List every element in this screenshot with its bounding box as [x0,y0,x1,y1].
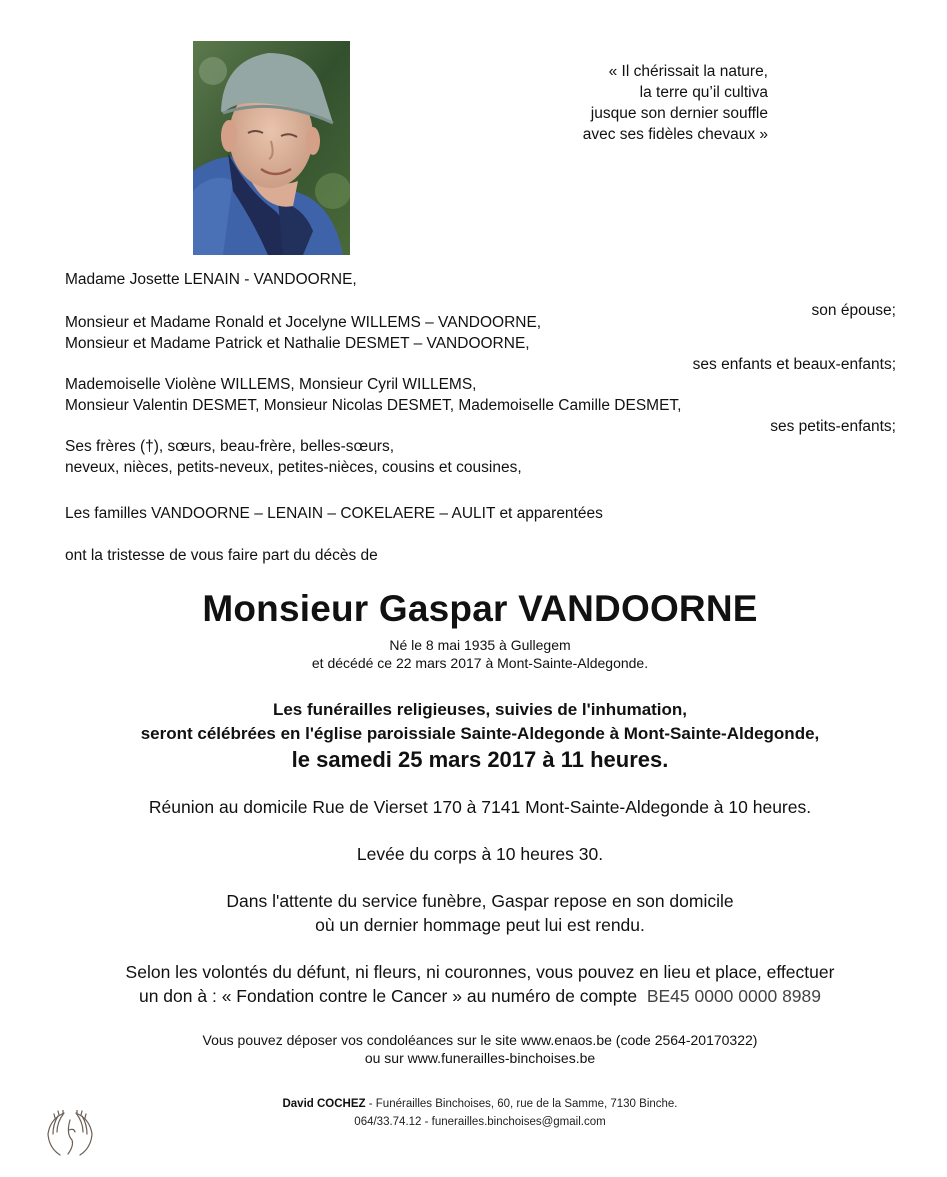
grandchildren-line: Mademoiselle Violène WILLEMS, Monsieur Cyril WILLEMS, [65,376,477,393]
child-couple: Monsieur et Madame Ronald et Jocelyne WILLEMS – VANDOORNE, [65,314,542,331]
donation-text: un don à : « Fondation contre le Cancer » au numéro de compte [138,986,638,1006]
funeral-home-footer [0,1095,947,1131]
rest-line: Dans l'attente du service funèbre, Gaspar repose en son domicile [226,891,734,911]
child-couple: Monsieur et Madame Patrick et Nathalie DESMET – VANDOORNE, [65,335,530,352]
other-relatives-block [65,436,896,478]
birth-line: Né le 8 mai 1935 à Gullegem [389,637,571,653]
quote-line: jusque son dernier souffle [590,105,768,122]
condolences-line: ou sur www.funerailles-binchoises.be [364,1050,596,1066]
death-line: et décédé ce 22 mars 2017 à Mont-Sainte-Aldegonde. [311,655,649,671]
lifting-info: Levée du corps à 10 heures 30. [356,844,604,864]
grandchildren-relation: ses petits-enfants; [770,418,896,435]
rest-info [0,889,947,937]
funeral-line: seront célébrées en l'église paroissiale Sainte-Aldegonde à Mont-Sainte-Aldegonde, [140,724,820,743]
phoenix-logo-icon [44,1110,96,1158]
condolences-line: Vous pouvez déposer vos condoléances sur le site www.enaos.be (code 2564-20170322) [202,1032,758,1048]
children-relation: ses enfants et beaux-enfants; [692,356,896,373]
donation-line-2 [0,984,947,1008]
families-line: Les familles VANDOORNE – LENAIN – COKELAERE – AULIT et apparentées [65,505,603,522]
deceased-name: Monsieur Gaspar VANDOORNE [202,588,758,629]
quote-line: « Il chérissait la nature, [608,63,768,80]
footer-address-line [0,1095,947,1113]
spouse-name: Madame Josette LENAIN - VANDOORNE, [65,271,357,288]
grandchildren-line: Monsieur Valentin DESMET, Monsieur Nicolas DESMET, Mademoiselle Camille DESMET, [65,397,682,414]
funeral-details [0,698,947,773]
funeral-home-address: - Funérailles Binchoises, 60, rue de la Samme, 7130 Binche. [365,1098,678,1110]
grandchildren-block [65,374,896,437]
footer-contact: 064/33.74.12 - funerailles.binchoises@gmail.com [354,1116,606,1128]
announcement-line: ont la tristesse de vous faire part du décès de [65,547,378,564]
deceased-dates [0,636,947,672]
iban-number: BE45 0000 0000 8989 [646,986,822,1006]
meeting-info: Réunion au domicile Rue de Vierset 170 à 7141 Mont-Sainte-Aldegonde à 10 heures. [148,797,812,817]
children-block [65,312,896,375]
quote-line: la terre qu’il cultiva [639,84,768,101]
spouse-relation: son épouse; [811,302,896,319]
funeral-line: Les funérailles religieuses, suivies de l'inhumation, [272,700,688,719]
donation-info [0,960,947,1008]
donation-line: Selon les volontés du défunt, ni fleurs, ni couronnes, vous pouvez en lieu et place, effectuer [125,962,835,982]
other-relatives-line: neveux, nièces, petits-neveux, petites-nièces, cousins et cousines, [65,459,522,476]
condolences-info [0,1031,947,1067]
portrait-image [193,41,350,255]
funeral-date: le samedi 25 mars 2017 à 11 heures. [291,747,669,772]
memorial-quote [470,61,768,145]
portrait-photo [193,41,350,255]
funeral-director: David COCHEZ [282,1098,366,1110]
quote-line: avec ses fidèles chevaux » [582,126,768,143]
rest-line: où un dernier hommage peut lui est rendu. [315,915,645,935]
other-relatives-line: Ses frères (†), sœurs, beau-frère, belles-sœurs, [65,438,395,455]
